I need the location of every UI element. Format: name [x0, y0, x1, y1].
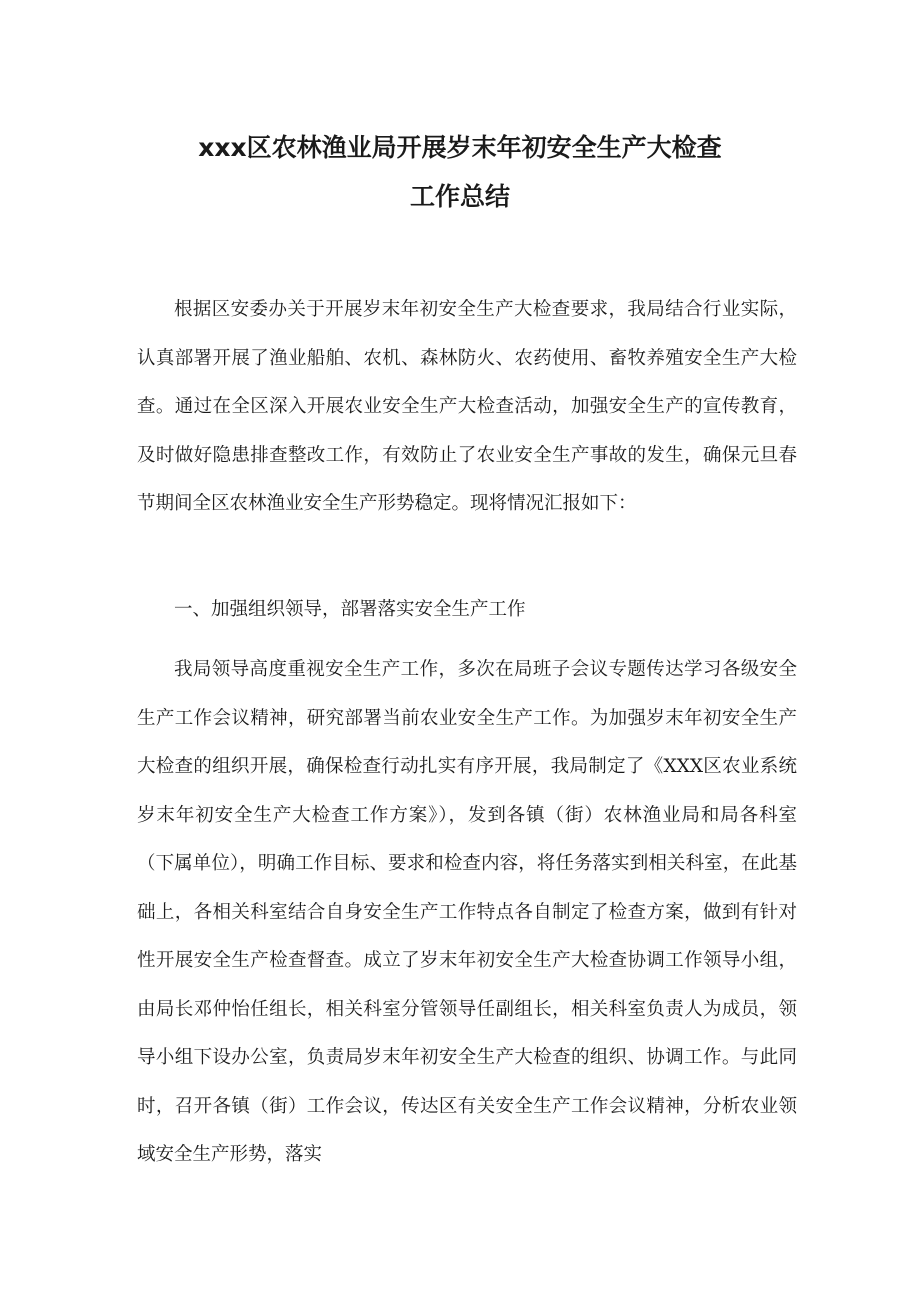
section-heading-1: 一、加强组织领导，部署落实安全生产工作 — [174, 599, 526, 620]
document-title-line-2: 工作总结 — [409, 182, 510, 211]
section-1-paragraph: 我局领导高度重视安全生产工作，多次在局班子会议专题传达学习各级安全生产工作会议精神，研究部署当前农业安全生产工作。为加强岁末年初安全生产大检查的组织开展，确保检查行动扎实有序开展，我局制定了《XXX区农业系统岁末年初安全生产大检查工作方案》），发到各镇（街）农林渔业局和局各科室（下属单位），明确工作目标、要求和检查内容，将任务落实到相关科室，在此基础上，各相关科室结合自身安全生产工作特点各自制定了检查方案，做到有针对性开展安全生产检查督查。成立了岁末年初安全生产大检查协调工作领导小组，由局长邓仲怡任组长，相关科室分管领导任副组长，相关科室负责人为成员，领导小组下设办公室，负责局岁末年初安全生产大检查的组织、协调工作。与此同时，召开各镇（街）工作会议，传达区有关安全生产工作会议精神，分析农业领域安全生产形势，落实 — [137, 659, 797, 1165]
document-title-line-1: xxx区农林渔业局开展岁末年初安全生产大检查 — [198, 133, 722, 162]
intro-paragraph: 根据区安委办关于开展岁末年初安全生产大检查要求，我局结合行业实际，认真部署开展了渔业船舶、农机、森林防火、农药使用、畜牧养殖安全生产大检查。通过在全区深入开展农业安全生产大检查活动，加强安全生产的宣传教育，及时做好隐患排查整改工作，有效防止了农业安全生产事故的发生，确保元旦春节期间全区农林渔业安全生产形势稳定。现将情况汇报如下： — [137, 299, 797, 514]
